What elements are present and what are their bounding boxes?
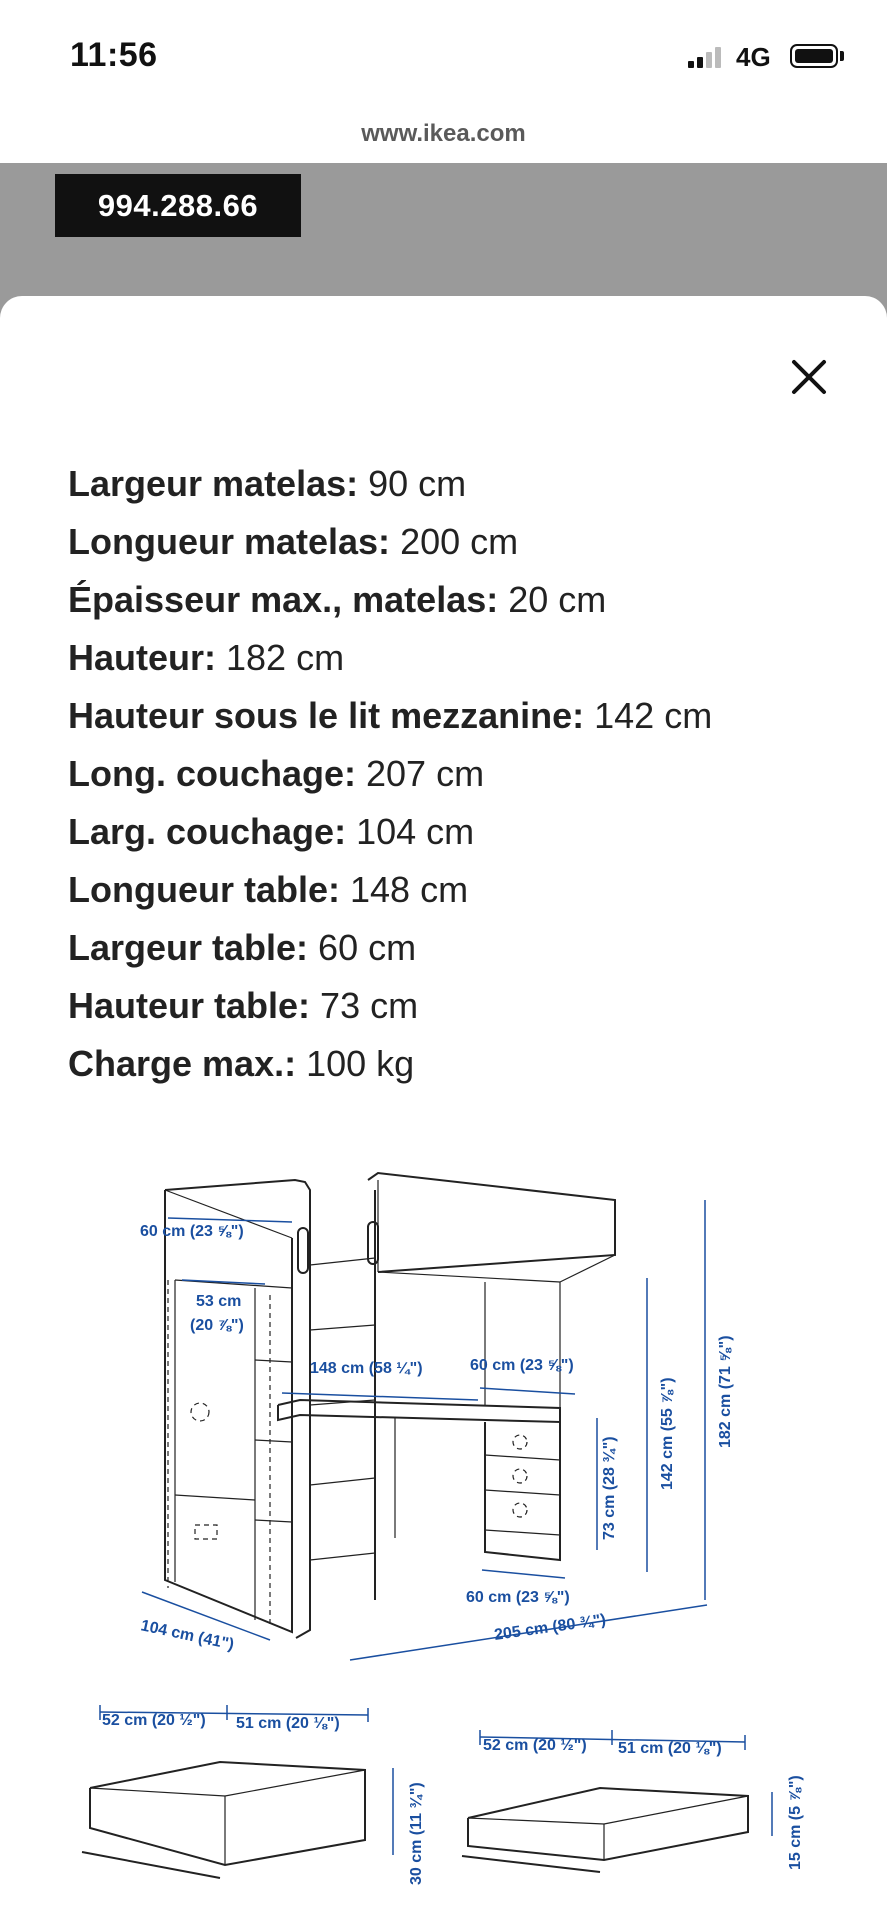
spec-row <box>68 1035 712 1093</box>
dim-drawer-small-w2: 51 cm (20 ⅛") <box>618 1740 722 1757</box>
dim-drawer-small-w1: 52 cm (20 ½") <box>483 1737 587 1754</box>
spec-value: 104 cm <box>346 811 475 852</box>
spec-row <box>68 803 712 861</box>
spec-label: Longueur matelas: <box>68 521 391 562</box>
spec-label: Charge max.: <box>68 1043 297 1084</box>
spec-row <box>68 745 712 803</box>
spec-label: Épaisseur max., matelas: <box>68 579 499 620</box>
dim-drawer-unit-width: 60 cm (23 ⅝") <box>466 1589 570 1606</box>
spec-row <box>68 571 712 629</box>
dim-shelf-width: 60 cm (23 ⅝") <box>140 1223 244 1240</box>
spec-row <box>68 629 712 687</box>
spec-value: 148 cm <box>340 869 469 910</box>
spec-value: 207 cm <box>356 753 485 794</box>
specs-list <box>68 455 712 1093</box>
spec-label: Hauteur table: <box>68 985 311 1026</box>
loft-bed-drawing <box>165 1173 615 1638</box>
dim-table-length: 148 cm (58 ¼") <box>310 1360 423 1377</box>
dim-wardrobe-inner-in: (20 ⅞") <box>190 1317 244 1334</box>
spec-row <box>68 687 712 745</box>
dim-total-height: 182 cm (71 ⅝") <box>717 1335 734 1448</box>
battery-tip <box>840 51 844 61</box>
close-icon[interactable] <box>784 352 834 402</box>
spec-row <box>68 861 712 919</box>
dim-drawer-large-w2: 51 cm (20 ⅛") <box>236 1715 340 1732</box>
spec-label: Larg. couchage: <box>68 811 347 852</box>
spec-row <box>68 513 712 571</box>
dim-table-height: 73 cm (28 ¾") <box>601 1436 618 1540</box>
dim-total-length: 205 cm (80 ¾") <box>493 1611 608 1644</box>
spec-label: Longueur table: <box>68 869 340 910</box>
dim-table-width: 60 cm (23 ⅝") <box>470 1357 574 1374</box>
article-number-badge: 994.288.66 <box>55 174 301 237</box>
spec-label: Long. couchage: <box>68 753 356 794</box>
battery-icon <box>790 44 838 68</box>
spec-row <box>68 455 712 513</box>
dim-drawer-large-w1: 52 cm (20 ½") <box>102 1712 206 1729</box>
dim-drawer-large-h: 30 cm (11 ¾") <box>408 1782 425 1885</box>
spec-label: Hauteur sous le lit mezzanine: <box>68 695 585 736</box>
spec-row <box>68 977 712 1035</box>
dim-wardrobe-inner: 53 cm <box>196 1293 242 1310</box>
spec-value: 90 cm <box>358 463 467 504</box>
status-bar <box>0 0 887 110</box>
spec-value: 73 cm <box>310 985 419 1026</box>
status-time: 11:56 <box>70 36 158 74</box>
signal-icon <box>688 46 722 68</box>
spec-value: 200 cm <box>390 521 519 562</box>
spec-label: Largeur table: <box>68 927 309 968</box>
spec-label: Largeur matelas: <box>68 463 359 504</box>
spec-value: 60 cm <box>308 927 417 968</box>
spec-value: 142 cm <box>584 695 713 736</box>
spec-row <box>68 919 712 977</box>
dim-under-height: 142 cm (55 ⅞") <box>659 1377 676 1490</box>
address-bar-url[interactable]: www.ikea.com <box>361 120 526 147</box>
spec-value: 20 cm <box>498 579 607 620</box>
network-type: 4G <box>736 42 771 72</box>
dimension-diagram <box>0 1160 887 1920</box>
dim-drawer-small-h: 15 cm (5 ⅞") <box>787 1775 804 1870</box>
spec-value: 100 kg <box>296 1043 415 1084</box>
dim-depth: 104 cm (41") <box>139 1617 236 1654</box>
spec-value: 182 cm <box>216 637 345 678</box>
spec-label: Hauteur: <box>68 637 217 678</box>
